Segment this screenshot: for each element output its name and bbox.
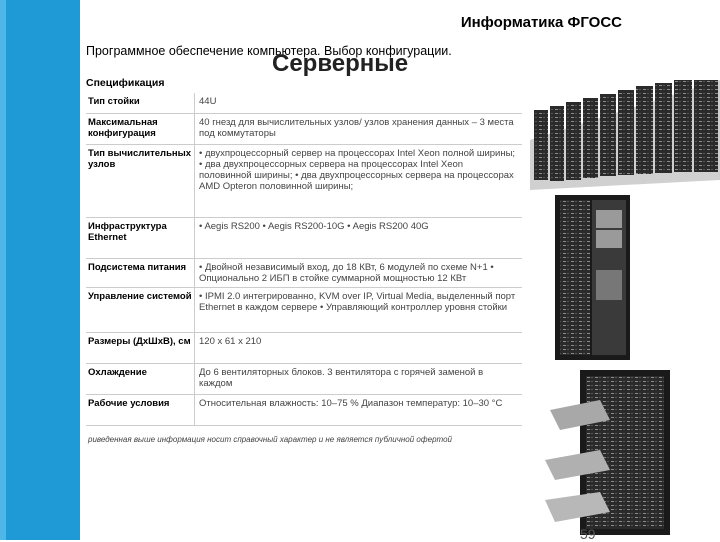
- spec-key: Рабочие условия: [88, 398, 170, 409]
- spec-value: • Двойной независимый вход, до 18 КВт, 6 модулей по схеме N+1 • Опционально 2 ИБП в стойке суммарной мощностью 12 КВт: [194, 259, 522, 287]
- spec-key: Размеры (ДхШхВ), см: [88, 336, 191, 347]
- spec-row: [86, 114, 522, 145]
- slide-title: Серверные: [272, 50, 409, 77]
- spec-value: Относительная влажность: 10–75 % Диапазон температур: 10–30 °С: [194, 395, 522, 425]
- spec-key: Охлаждение: [88, 367, 147, 378]
- spec-row: [86, 145, 522, 218]
- spec-value: • двухпроцессорный сервер на процессорах Intel Xeon полной ширины; • два двухпроцессорных сервера на процессорах Intel Xeon половинной ширины; • два двухпроцессорных сервера на процессорах AMD Opteron половинной ширины;: [194, 145, 522, 217]
- spec-row: [86, 218, 522, 259]
- spec-row: [86, 364, 522, 395]
- spec-value: • IPMI 2.0 интегрированно, KVM over IP, Virtual Media, выделенный порт Ethernet в каждом сервере • Управляющий контроллер уровня стойки: [194, 288, 522, 332]
- spec-footnote: риведенная выше информация носит справочный характер и не является публичной офертой: [88, 435, 452, 444]
- spec-key: Максимальная конфигурация: [88, 117, 158, 139]
- spec-row: [86, 259, 522, 288]
- page-header-title: Информатика ФГОСС: [460, 14, 622, 31]
- sidebar-accent: [0, 0, 80, 540]
- spec-value: 44U: [194, 93, 522, 113]
- spec-row: [86, 333, 522, 364]
- spec-value: 120 x 61 x 210: [194, 333, 522, 363]
- spec-value: • Aegis RS200 • Aegis RS200-10G • Aegis RS200 40G: [194, 218, 522, 258]
- server-racks-image: [530, 80, 720, 540]
- spec-key: Подсистема питания: [88, 262, 187, 273]
- spec-value: 40 гнезд для вычислительных узлов/ узлов хранения данных – 3 места под коммутаторы: [194, 114, 522, 144]
- spec-key: Инфраструктура Ethernet: [88, 221, 167, 243]
- spec-key: Управление системой: [88, 291, 192, 302]
- spec-key: Тип вычислительных узлов: [88, 148, 192, 170]
- spec-row: [86, 288, 522, 333]
- spec-table-title: Спецификация: [86, 77, 165, 89]
- spec-value: До 6 вентиляторных блоков. 3 вентилятора с горячей заменой в каждом: [194, 364, 522, 394]
- spec-row: [86, 395, 522, 426]
- sidebar-highlight: [0, 0, 6, 540]
- page-number: 59: [580, 526, 596, 542]
- spec-row: [86, 93, 522, 114]
- spec-table: [86, 73, 522, 426]
- slide-subtitle: Программное обеспечение компьютера. Выбор конфигурации.: [86, 44, 452, 58]
- spec-key: Тип стойки: [88, 96, 140, 107]
